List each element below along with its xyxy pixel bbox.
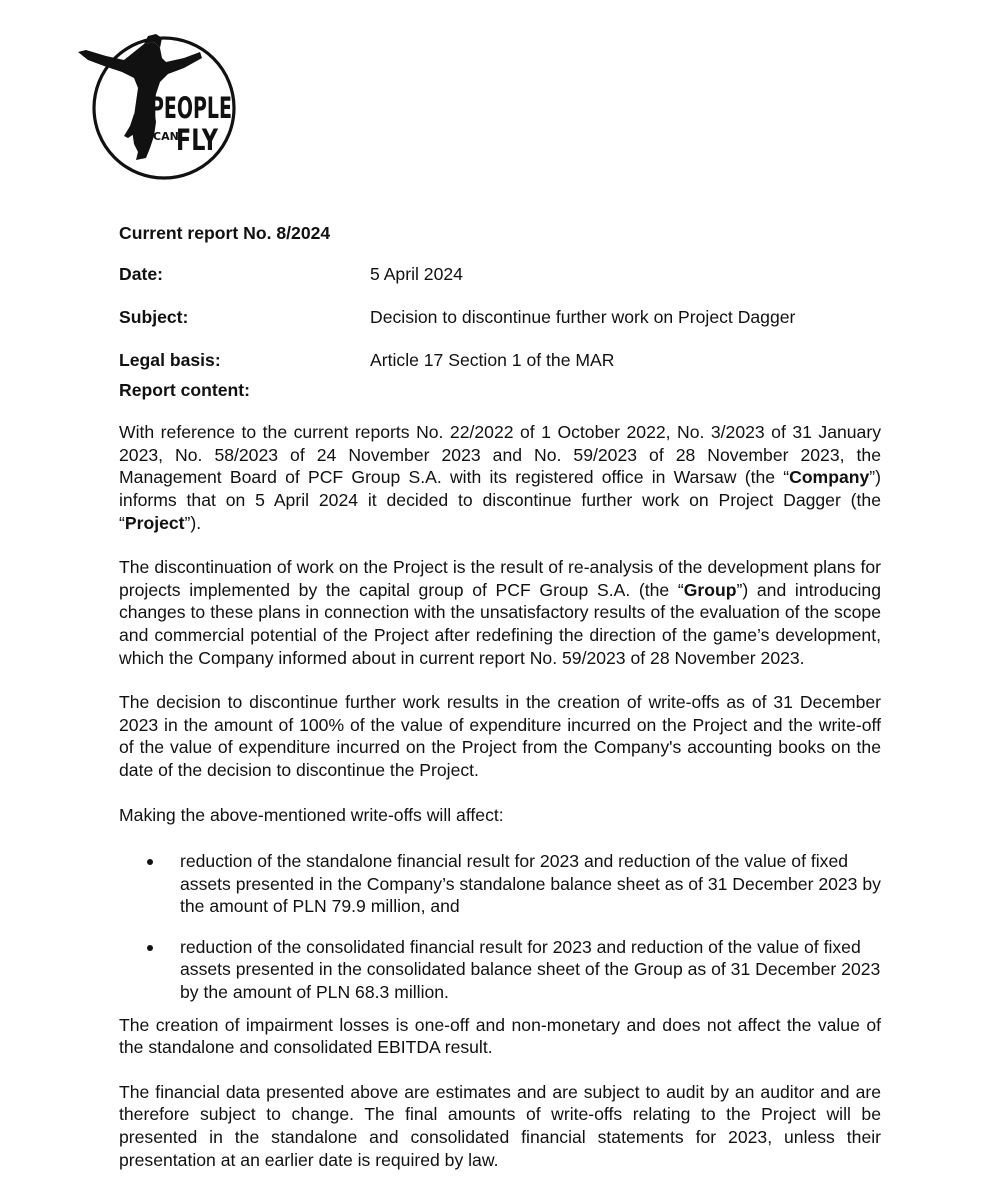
people-can-fly-logo bbox=[76, 22, 246, 192]
subject-row bbox=[119, 306, 881, 330]
paragraph-1-term-company: Company bbox=[789, 467, 870, 488]
paragraph-1-text-c: ”) informs that on 5 April 2024 it decided to discontinue further work on Project Dagger (the “ bbox=[119, 467, 881, 533]
report-body bbox=[119, 222, 881, 1193]
date-row bbox=[119, 263, 881, 287]
logo-line2-big: FLY bbox=[176, 123, 219, 157]
flying-person-icon bbox=[76, 22, 246, 192]
legal-basis-value: Article 17 Section 1 of the MAR bbox=[370, 349, 615, 370]
list-item: reduction of the standalone financial result for 2023 and reduction of the value of fixed assets presented in the Company’s standalone balance sheet as of 31 December 2023 by the amount of PLN 79.9 million, and bbox=[119, 850, 881, 918]
paragraph-1-term-project: Project bbox=[124, 512, 185, 533]
paragraph-2-text-c: ”) and introducing changes to these plans in connection with the unsatisfactory results of the evaluation of the scope and commercial potential of the Project after redefining the direction of the game’s development, which the Company informed about in current report No. 59/2023 of 28 November 2023. bbox=[119, 579, 881, 668]
subject-label: Subject: bbox=[119, 306, 189, 327]
report-title: Current report No. 8/2024 bbox=[119, 223, 331, 243]
paragraph-6: The financial data presented above are estimates and are subject to audit by an auditor and are therefore subject to change. The final amounts of write-offs relating to the Project will be presented in the standalone and consolidated financial statements for 2023, unless their presentation at an earlier date is required by law. bbox=[119, 1081, 881, 1170]
legal-basis-row bbox=[119, 349, 881, 373]
logo-line2-small: CAN bbox=[153, 130, 179, 143]
logo-line1: PEOPLE bbox=[150, 91, 232, 125]
legal-basis-label: Legal basis: bbox=[119, 349, 221, 370]
write-off-effects-list bbox=[119, 850, 881, 1004]
paragraph-2-text-a: The discontinuation of work on the Project is the result of re-analysis of the development plans for projects implemented by the capital group of PCF Group S.A. (the “ bbox=[119, 557, 881, 600]
paragraph-2 bbox=[119, 556, 881, 669]
report-content-label: Report content: bbox=[119, 379, 250, 400]
paragraph-2-term-group: Group bbox=[683, 579, 737, 600]
paragraph-3: The decision to discontinue further work results in the creation of write-offs as of 31 December 2023 in the amount of 100% of the value of expenditure incurred on the Project and the write-off of the value of expenditure incurred on the Project from the Company's accounting books on the date of the decision to discontinue the Project. bbox=[119, 692, 881, 780]
paragraph-1 bbox=[119, 421, 881, 534]
list-item: reduction of the consolidated financial result for 2023 and reduction of the value of fixed assets presented in the consolidated balance sheet of the Group as of 31 December 2023 by the amount of PLN 68.3 million. bbox=[119, 936, 881, 1004]
paragraph-4: Making the above-mentioned write-offs will affect: bbox=[119, 804, 504, 825]
paragraph-1-text-e: ”). bbox=[184, 512, 202, 533]
date-value: 5 April 2024 bbox=[370, 263, 463, 284]
paragraph-1-text-a: With reference to the current reports No. 22/2022 of 1 October 2022, No. 3/2023 of 31 January 2023, No. 58/2023 of 24 November 2023 and No. 59/2023 of 28 November 2023, the Management Board of PCF Group S.A. with its registered office in Warsaw (the “ bbox=[119, 422, 881, 488]
date-label: Date: bbox=[119, 263, 163, 284]
subject-value: Decision to discontinue further work on Project Dagger bbox=[370, 306, 796, 327]
paragraph-5: The creation of impairment losses is one-off and non-monetary and does not affect the value of the standalone and consolidated EBITDA result. bbox=[119, 1014, 881, 1058]
